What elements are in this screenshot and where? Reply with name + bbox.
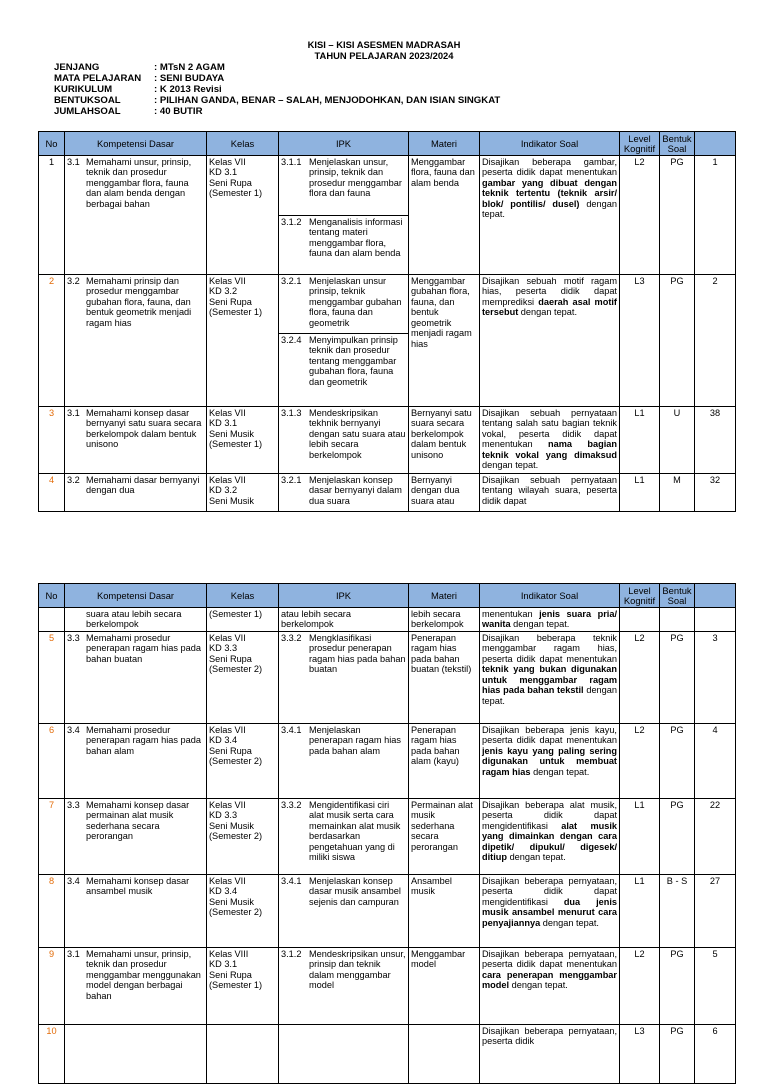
table-row xyxy=(39,156,736,275)
ipk-entry xyxy=(281,725,406,756)
ipk-text: Menjelaskan konsep dasar bernyanyi dalam dua suara xyxy=(309,475,402,506)
ipk-text: Mengidentifikasi ciri alat musik serta cara memainkan alat musik berdasarkan pengetahuan yang di miliki siswa xyxy=(309,799,401,863)
ipk-item xyxy=(279,156,408,215)
meta-block xyxy=(54,62,500,117)
kd-number: 3.4 xyxy=(67,875,80,886)
ipk-entry xyxy=(281,157,406,199)
meta-value: : K 2013 Revisi xyxy=(154,84,222,95)
materi-cell: Menggambar model xyxy=(409,947,480,1024)
ipk-entry xyxy=(281,633,406,675)
row-number: 10 xyxy=(39,1024,65,1083)
kompetensi-dasar xyxy=(67,725,204,756)
row-number: 7 xyxy=(39,798,65,874)
ipk-number: 3.1.2 xyxy=(281,948,302,959)
materi-cell: Menggambar flora, fauna dan alam benda xyxy=(409,156,480,275)
level-kognitif-cell: L3 xyxy=(620,275,660,407)
meta-key: MATA PELAJARAN xyxy=(54,73,142,84)
ipk-text: atau lebih secara berkelompok xyxy=(281,609,351,630)
kd-text: Memahami konsep dasar permainan alat musik sederhana secara perorangan xyxy=(86,799,190,842)
nomor-soal-cell: 6 xyxy=(695,1024,736,1083)
ipk-cell xyxy=(279,947,409,1024)
document-title: KISI – KISI ASESMEN MADRASAH xyxy=(307,39,461,50)
row-number: 8 xyxy=(39,874,65,947)
col-level-kognitif: Level Kognitif xyxy=(620,132,660,156)
indikator-soal-cell: Disajikan beberapa pernyataan, peserta didik dapat menentukan cara penerapan menggambar model dengan tepat. xyxy=(480,947,620,1024)
meta-row xyxy=(54,84,500,95)
bentuk-soal-cell: M xyxy=(660,474,695,512)
col-bentuk-soal: Bentuk Soal xyxy=(660,584,695,608)
ipk-number: 3.2.1 xyxy=(281,475,302,485)
meta-key: BENTUKSOAL xyxy=(54,95,121,106)
kelas-cell: Kelas VII KD 3.4 Seni Musik (Semester 2) xyxy=(207,874,279,947)
kd-number xyxy=(67,609,86,630)
ipk-entry xyxy=(281,408,406,460)
bentuk-soal-cell: PG xyxy=(660,1024,695,1083)
level-kognitif-cell: L3 xyxy=(620,1024,660,1083)
level-kognitif-cell: L1 xyxy=(620,474,660,512)
ipk-text: Menjelaskan unsur prinsip, teknik menggambar gubahan flora, fauna dan geometrik xyxy=(309,276,402,328)
table-row xyxy=(39,874,736,947)
kompetensi-dasar-cell xyxy=(65,723,207,798)
ipk-cell xyxy=(279,798,409,874)
kompetensi-dasar xyxy=(67,408,204,450)
col-materi: Materi xyxy=(409,132,480,156)
ipk-text: Menjelaskan konsep dasar musik ansambel sejenis dan campuran xyxy=(309,875,401,907)
ipk-item xyxy=(279,215,408,274)
col-no: No xyxy=(39,132,65,156)
meta-key: KURIKULUM xyxy=(54,84,113,95)
materi-cell: Penerapan ragam hias pada bahan alam (kayu) xyxy=(409,723,480,798)
meta-value: : 40 BUTIR xyxy=(154,106,203,117)
row-number: 2 xyxy=(39,275,65,407)
level-kognitif-cell: L2 xyxy=(620,947,660,1024)
ipk-cell xyxy=(279,608,409,632)
col-level-kognitif: Level Kognitif xyxy=(620,584,660,608)
ipk-entry xyxy=(281,876,406,907)
kelas-cell: Kelas VII KD 3.4 Seni Rupa (Semester 2) xyxy=(207,723,279,798)
indikator-soal-cell: Disajikan beberapa jenis kayu, peserta didik dapat menentukan jenis kayu yang paling sering digunakan untuk membuat ragam hias dengan tepat. xyxy=(480,723,620,798)
nomor-soal-cell xyxy=(695,608,736,632)
kd-number: 3.3 xyxy=(67,799,80,810)
kelas-cell xyxy=(207,1024,279,1083)
level-kognitif-cell: L2 xyxy=(620,631,660,723)
kd-number: 3.1 xyxy=(67,157,80,167)
materi-cell: Bernyanyi satu suara secara berkelompok dalam bentuk unisono xyxy=(409,407,480,474)
table-row xyxy=(39,608,736,632)
kompetensi-dasar-cell xyxy=(65,631,207,723)
row-number: 9 xyxy=(39,947,65,1024)
ipk-text: Menjelaskan unsur, prinsip, teknik dan prosedur menggambar flora dan fauna xyxy=(309,157,402,199)
materi-cell: Penerapan ragam hias pada bahan buatan (tekstil) xyxy=(409,631,480,723)
ipk-cell xyxy=(279,156,409,275)
bentuk-soal-cell: PG xyxy=(660,723,695,798)
col-extra xyxy=(695,132,736,156)
ipk-entry xyxy=(281,335,406,387)
kompetensi-dasar-cell xyxy=(65,275,207,407)
bentuk-soal-cell: U xyxy=(660,407,695,474)
col-indikator-soal: Indikator Soal xyxy=(480,132,620,156)
ipk-cell xyxy=(279,407,409,474)
ipk-cell xyxy=(279,275,409,407)
ipk-number: 3.4.1 xyxy=(281,875,302,886)
kd-number: 3.1 xyxy=(67,948,80,959)
indikator-soal-cell: Disajikan beberapa pernyataan, peserta didik xyxy=(480,1024,620,1083)
meta-value: : SENI BUDAYA xyxy=(154,73,225,84)
ipk-entry xyxy=(281,800,406,863)
indikator-soal-cell: Disajikan sebuah motif ragam hias, peserta didik dapat memprediksi daerah asal motif tersebut dengan tepat. xyxy=(480,275,620,407)
bentuk-soal-cell: B - S xyxy=(660,874,695,947)
indikator-soal-cell: Disajikan beberapa teknik menggambar ragam hias, peserta didik dapat menentukan teknik yang bukan digunakan untuk menggambar ragam hias pada bahan tekstil dengan tepat. xyxy=(480,631,620,723)
kelas-cell: (Semester 1) xyxy=(207,608,279,632)
nomor-soal-cell: 3 xyxy=(695,631,736,723)
ipk-entry xyxy=(281,276,406,328)
col-indikator-soal: Indikator Soal xyxy=(480,584,620,608)
kompetensi-dasar xyxy=(67,157,204,209)
kd-text: Memahami unsur, prinsip, teknik dan prosedur menggambar menggunakan model dengan berbagai bahan xyxy=(86,948,201,1001)
ipk-item xyxy=(279,333,408,406)
materi-cell: Permainan alat musik sederhana secara perorangan xyxy=(409,798,480,874)
kelas-cell: Kelas VII KD 3.3 Seni Rupa (Semester 2) xyxy=(207,631,279,723)
kd-text: Memahami prosedur penerapan ragam hias pada bahan buatan xyxy=(86,632,201,664)
ipk-text: Mengklasifikasi prosedur penerapan ragam hias pada bahan buatan xyxy=(309,632,406,675)
kompetensi-dasar xyxy=(67,633,204,664)
table-row xyxy=(39,947,736,1024)
bentuk-soal-cell: PG xyxy=(660,156,695,275)
bentuk-soal-cell: PG xyxy=(660,631,695,723)
nomor-soal-cell: 5 xyxy=(695,947,736,1024)
ipk-text: Menjelaskan penerapan ragam hias pada bahan alam xyxy=(309,724,401,756)
ipk-number: 3.2.4 xyxy=(281,335,302,345)
kompetensi-dasar-cell xyxy=(65,947,207,1024)
ipk-text: Menganalisis informasi tentang materi menggambar flora, fauna dan alam benda xyxy=(309,217,403,259)
table-row xyxy=(39,1024,736,1083)
row-number: 3 xyxy=(39,407,65,474)
kd-number: 3.4 xyxy=(67,724,80,735)
col-no: No xyxy=(39,584,65,608)
kompetensi-dasar-cell xyxy=(65,407,207,474)
nomor-soal-cell: 1 xyxy=(695,156,736,275)
meta-value: : MTsN 2 AGAM xyxy=(154,62,225,73)
kompetensi-dasar xyxy=(67,475,204,496)
ipk-text: Mendeskripsikan tekhnik bernyanyi dengan satu suara atau lebih secara berkelompok xyxy=(309,408,406,460)
kompetensi-dasar xyxy=(67,276,204,328)
kd-text: Memahami konsep dasar bernyanyi satu suara secara berkelompok dalam bentuk unisono xyxy=(86,408,202,450)
nomor-soal-cell: 2 xyxy=(695,275,736,407)
row-number: 1 xyxy=(39,156,65,275)
ipk-number: 3.1.2 xyxy=(281,217,302,227)
ipk-number: 3.3.2 xyxy=(281,632,302,643)
meta-key: JENJANG xyxy=(54,62,100,73)
row-number: 5 xyxy=(39,631,65,723)
col-kelas: Kelas xyxy=(207,132,279,156)
level-kognitif-cell: L2 xyxy=(620,156,660,275)
col-ipk: IPK xyxy=(279,132,409,156)
kd-text: Memahami prosedur penerapan ragam hias pada bahan alam xyxy=(86,724,201,756)
ipk-number: 3.1.3 xyxy=(281,408,302,418)
kelas-cell: Kelas VII KD 3.1 Seni Rupa (Semester 1) xyxy=(207,156,279,275)
kd-text: Memahami konsep dasar ansambel musik xyxy=(86,875,190,897)
ipk-cell xyxy=(279,874,409,947)
bentuk-soal-cell: PG xyxy=(660,798,695,874)
kd-text: suara atau lebih secara berkelompok xyxy=(86,609,182,630)
kisi-table-page-1 xyxy=(38,131,736,512)
materi-cell: Ansambel musik xyxy=(409,874,480,947)
kelas-cell: Kelas VII KD 3.2 Seni Rupa (Semester 1) xyxy=(207,275,279,407)
kd-number: 3.3 xyxy=(67,632,80,643)
ipk-cell xyxy=(279,723,409,798)
col-kelas: Kelas xyxy=(207,584,279,608)
kompetensi-dasar-cell xyxy=(65,608,207,632)
table-row xyxy=(39,407,736,474)
kompetensi-dasar-cell xyxy=(65,474,207,512)
kompetensi-dasar-cell xyxy=(65,1024,207,1083)
level-kognitif-cell: L2 xyxy=(620,723,660,798)
level-kognitif-cell: L1 xyxy=(620,407,660,474)
bentuk-soal-cell: PG xyxy=(660,275,695,407)
col-kompetensi-dasar: Kompetensi Dasar xyxy=(65,584,207,608)
table-row xyxy=(39,474,736,512)
kompetensi-dasar xyxy=(67,949,204,1001)
indikator-soal-cell: Disajikan beberapa pernyataan, peserta didik dapat mengidentifikasi dua jenis musik ansambel menurut cara penyajiannya dengan tepat. xyxy=(480,874,620,947)
ipk-entry xyxy=(281,609,406,630)
kisi-table-page-2 xyxy=(38,583,736,1084)
col-materi: Materi xyxy=(409,584,480,608)
nomor-soal-cell: 22 xyxy=(695,798,736,874)
kompetensi-dasar xyxy=(67,609,204,630)
materi-cell xyxy=(409,1024,480,1083)
row-number: 6 xyxy=(39,723,65,798)
col-extra xyxy=(695,584,736,608)
document-subtitle: TAHUN PELAJARAN 2023/2024 xyxy=(314,50,454,61)
bentuk-soal-cell xyxy=(660,608,695,632)
meta-row xyxy=(54,62,500,73)
row-number: 4 xyxy=(39,474,65,512)
materi-cell: Menggambar gubahan flora, fauna, dan bentuk geometrik menjadi ragam hias xyxy=(409,275,480,407)
table-header-row xyxy=(39,584,736,608)
level-kognitif-cell: L1 xyxy=(620,798,660,874)
meta-key: JUMLAHSOAL xyxy=(54,106,121,117)
indikator-soal-cell: Disajikan sebuah pernyataan tentang salah satu bagian teknik vokal, peserta didik dapat menentukan nama bagian teknik vokal yang dimaksud dengan tepat. xyxy=(480,407,620,474)
level-kognitif-cell: L1 xyxy=(620,874,660,947)
kd-text: Memahami prinsip dan prosedur menggambar gubahan flora, fauna, dan bentuk geometrik menjadi ragam hias xyxy=(86,276,192,328)
ipk-cell xyxy=(279,631,409,723)
materi-cell: lebih secara berkelompok xyxy=(409,608,480,632)
meta-row xyxy=(54,73,500,84)
nomor-soal-cell: 27 xyxy=(695,874,736,947)
col-kompetensi-dasar: Kompetensi Dasar xyxy=(65,132,207,156)
kompetensi-dasar xyxy=(67,876,204,897)
kelas-cell: Kelas VII KD 3.3 Seni Musik (Semester 2) xyxy=(207,798,279,874)
ipk-number: 3.3.2 xyxy=(281,799,302,810)
ipk-entry xyxy=(281,949,406,991)
indikator-soal-cell: Disajikan sebuah pernyataan tentang wilayah suara, peserta didik dapat xyxy=(480,474,620,512)
meta-value: : PILIHAN GANDA, BENAR – SALAH, MENJODOHKAN, DAN ISIAN SINGKAT xyxy=(154,95,501,106)
ipk-cell xyxy=(279,474,409,512)
ipk-entry xyxy=(281,217,406,259)
ipk-number: 3.1.1 xyxy=(281,157,302,167)
kelas-cell: Kelas VII KD 3.2 Seni Musik xyxy=(207,474,279,512)
row-number xyxy=(39,608,65,632)
table-row xyxy=(39,798,736,874)
kd-number: 3.2 xyxy=(67,475,80,485)
kd-text: Memahami unsur, prinsip, teknik dan prosedur menggambar flora, fauna dan alam benda dengan berbagai bahan xyxy=(86,157,192,209)
kelas-cell: Kelas VIII KD 3.1 Seni Rupa (Semester 1) xyxy=(207,947,279,1024)
col-bentuk-soal: Bentuk Soal xyxy=(660,132,695,156)
nomor-soal-cell: 38 xyxy=(695,407,736,474)
ipk-text: Menyimpulkan prinsip teknik dan prosedur tentang menggambar gubahan flora, fauna dan geometrik xyxy=(309,335,398,387)
ipk-entry xyxy=(281,475,406,506)
table-header-row xyxy=(39,132,736,156)
kompetensi-dasar xyxy=(67,800,204,842)
ipk-cell xyxy=(279,1024,409,1083)
kompetensi-dasar-cell xyxy=(65,798,207,874)
bentuk-soal-cell: PG xyxy=(660,947,695,1024)
ipk-number: 3.4.1 xyxy=(281,724,302,735)
meta-row xyxy=(54,106,500,117)
materi-cell: Bernyanyi dengan dua suara atau xyxy=(409,474,480,512)
level-kognitif-cell xyxy=(620,608,660,632)
table-row xyxy=(39,275,736,407)
table-row xyxy=(39,723,736,798)
indikator-soal-cell: menentukan jenis suara pria/ wanita dengan tepat. xyxy=(480,608,620,632)
kompetensi-dasar-cell xyxy=(65,874,207,947)
table-row xyxy=(39,631,736,723)
kd-text: Memahami dasar bernyanyi dengan dua xyxy=(86,475,200,496)
nomor-soal-cell: 4 xyxy=(695,723,736,798)
nomor-soal-cell: 32 xyxy=(695,474,736,512)
kd-number: 3.1 xyxy=(67,408,80,418)
kelas-cell: Kelas VII KD 3.1 Seni Musik (Semester 1) xyxy=(207,407,279,474)
ipk-number: 3.2.1 xyxy=(281,276,302,286)
ipk-item xyxy=(279,275,408,333)
indikator-soal-cell: Disajikan beberapa alat musik, peserta didik dapat mengidentifikasi alat musik yang dimainkan dengan cara dipetik/ dipukul/ digesek/ ditiup dengan tepat. xyxy=(480,798,620,874)
ipk-text: Mendeskripsikan unsur, prinsip dan teknik dalam menggambar model xyxy=(309,948,406,991)
kd-number: 3.2 xyxy=(67,276,80,286)
indikator-soal-cell: Disajikan beberapa gambar, peserta didik dapat menentukan gambar yang dibuat dengan teknik tertentu (teknik arsir/ blok/ pontilis/ dusel) dengan tepat. xyxy=(480,156,620,275)
col-ipk: IPK xyxy=(279,584,409,608)
meta-row xyxy=(54,95,500,106)
kompetensi-dasar-cell xyxy=(65,156,207,275)
